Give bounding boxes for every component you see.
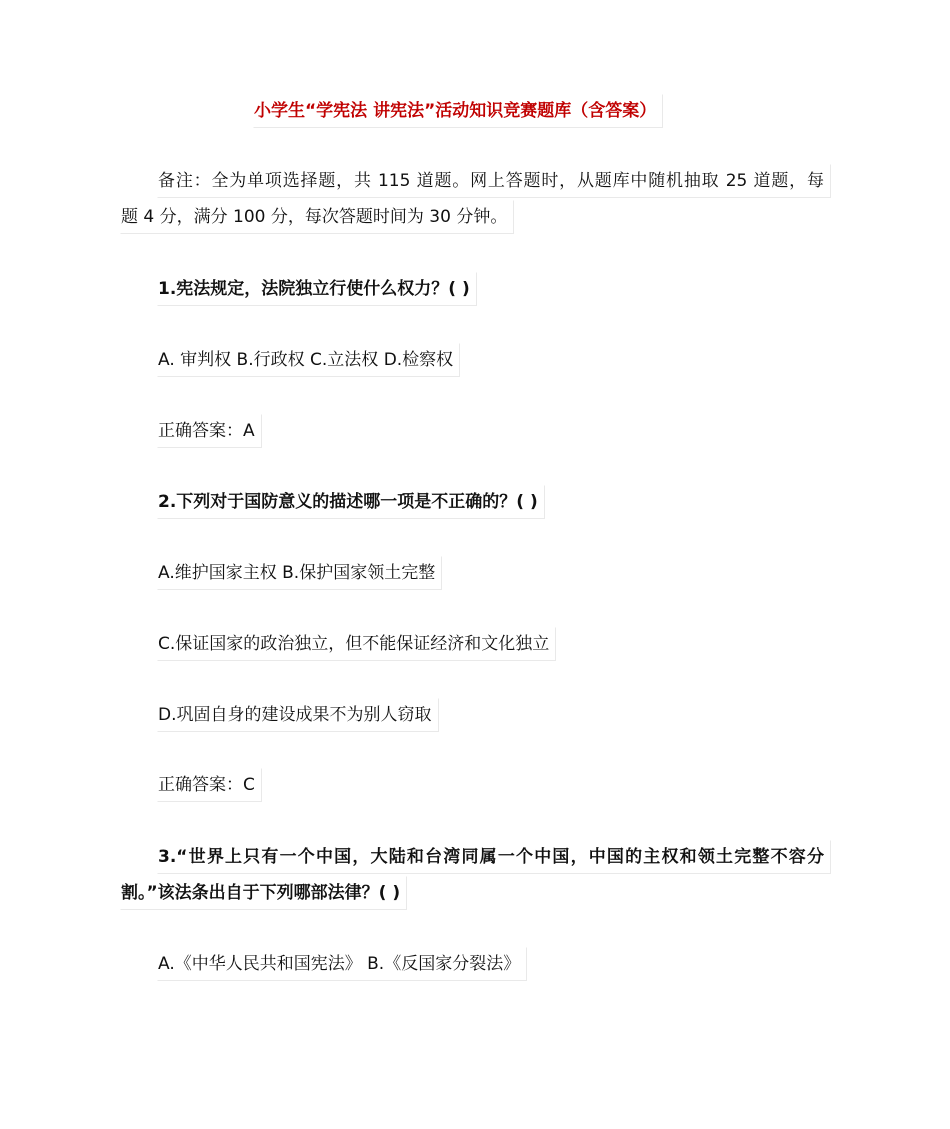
question-2-option-d: D.巩固自身的建设成果不为别人窃取: [157, 698, 439, 732]
question-3-text-1: 3.“世界上只有一个中国，大陆和台湾同属一个中国，中国的主权和领土完整不容分: [158, 847, 824, 867]
question-1-answer: 正确答案：A: [157, 414, 262, 448]
document-title: 小学生“学宪法 讲宪法”活动知识竞赛题库（含答案）: [253, 94, 663, 128]
question-3-options: A.《中华人民共和国宪法》 B.《反国家分裂法》: [157, 947, 527, 981]
note-text-1: 备注：全为单项选择题，共 115 道题。网上答题时，从题库中随机抽取 25 道题，每: [158, 171, 824, 191]
note-line-2: 题 4 分，满分 100 分，每次答题时间为 30 分钟。: [120, 200, 514, 234]
question-2-option-c: C.保证国家的政治独立，但不能保证经济和文化独立: [157, 627, 556, 661]
question-2-answer: 正确答案：C: [157, 768, 262, 802]
question-3-text-line-1: [157, 840, 831, 874]
question-1-text: 1.宪法规定，法院独立行使什么权力？( ): [157, 272, 477, 306]
question-2-option-ab: A.维护国家主权 B.保护国家领土完整: [157, 556, 442, 590]
note-line-1: [157, 164, 831, 198]
question-2-text: 2.下列对于国防意义的描述哪一项是不正确的？( ): [157, 485, 545, 519]
question-3-text-line-2: 割。”该法条出自于下列哪部法律？( ): [120, 876, 407, 910]
question-1-options: A. 审判权 B.行政权 C.立法权 D.检察权: [157, 343, 460, 377]
